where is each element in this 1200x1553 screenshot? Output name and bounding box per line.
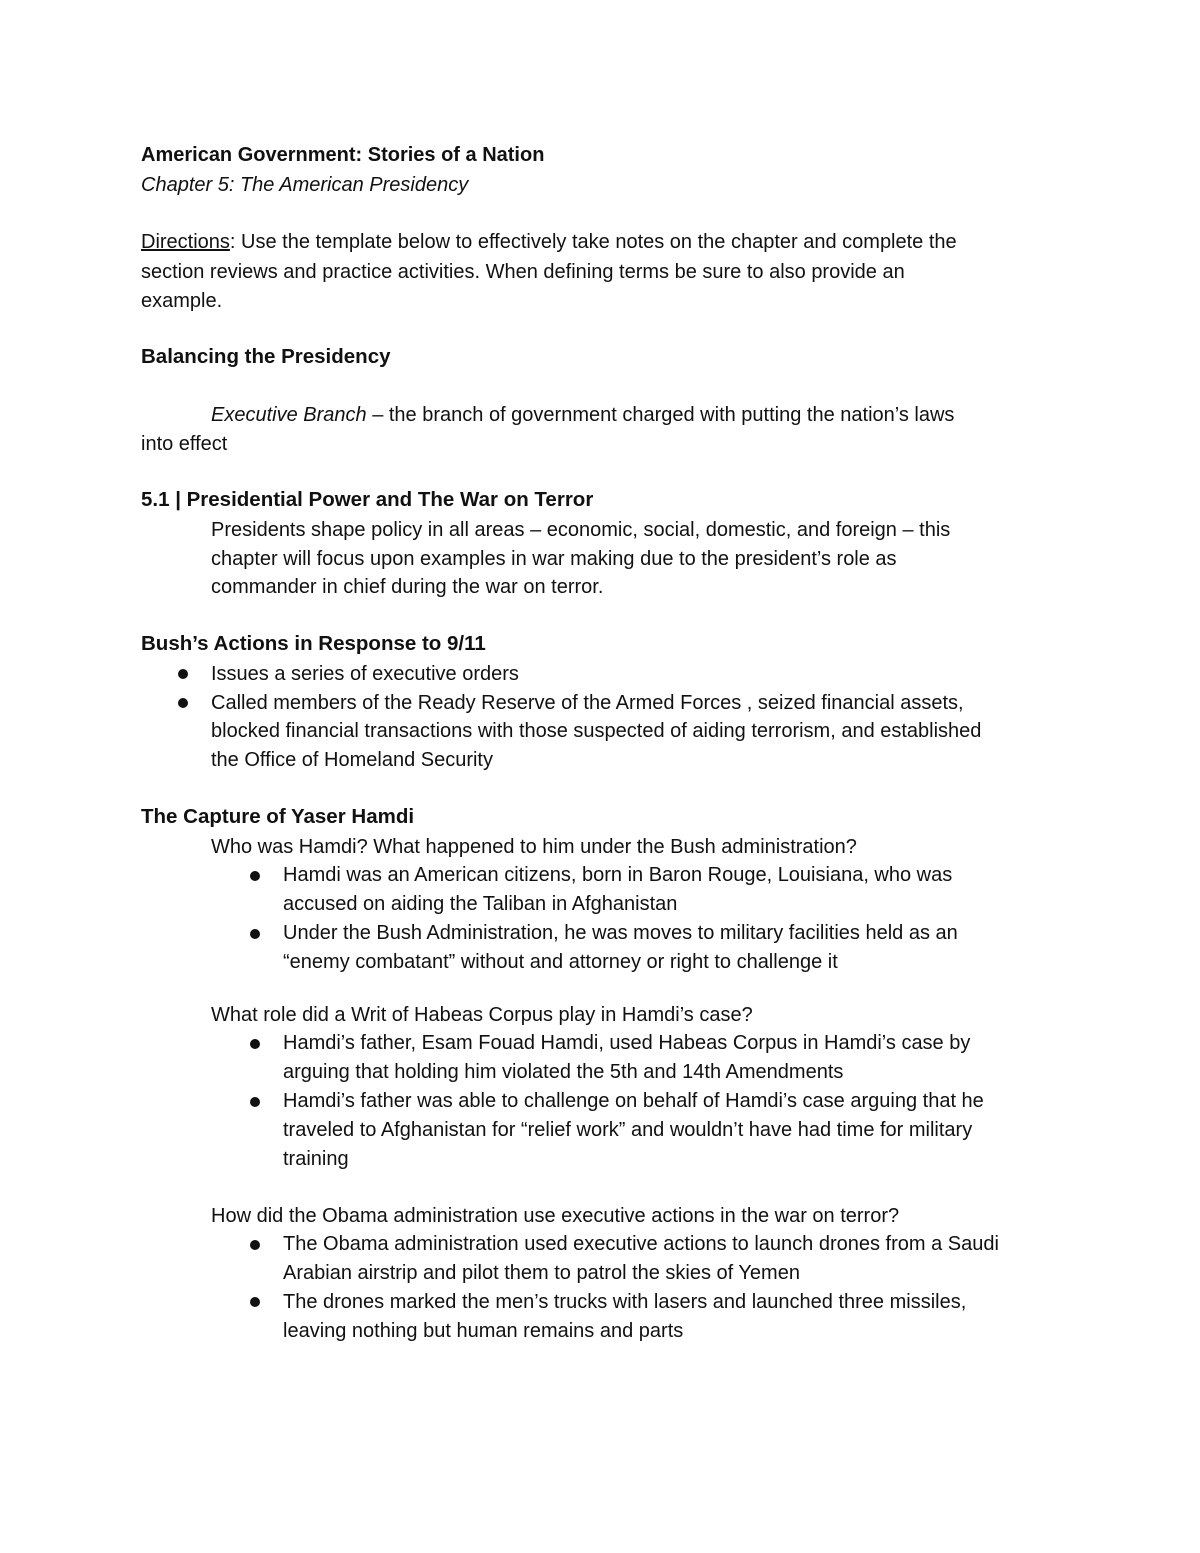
heading-hamdi: The Capture of Yaser Hamdi (141, 805, 415, 828)
directions-line-2: section reviews and practice activities. When defining terms be sure to also provide an (141, 261, 905, 283)
hamdi-q2-bullet-1-line-2: arguing that holding him violated the 5th and 14th Amendments (283, 1061, 844, 1083)
bullet-icon (250, 1297, 260, 1307)
document-title: American Government: Stories of a Nation (141, 144, 545, 166)
bush-bullet-2-line-2: blocked financial transactions with those suspected of aiding terrorism, and established (211, 720, 982, 742)
directions-text-1: Use the template below to effectively take notes on the chapter and complete the (235, 231, 957, 253)
hamdi-q1-bullet-2-line-2: “enemy combatant” without and attorney or right to challenge it (283, 951, 838, 973)
executive-branch-line-2: into effect (141, 433, 228, 455)
bullet-icon (250, 1039, 260, 1049)
section-5-1-line-2: chapter will focus upon examples in war making due to the president’s role as (211, 548, 897, 570)
hamdi-q2-bullet-2-line-3: training (283, 1148, 349, 1170)
directions-colon: : (229, 231, 236, 253)
executive-branch-term: Executive Branch (211, 404, 367, 426)
heading-bush-actions: Bush’s Actions in Response to 9/11 (141, 632, 486, 655)
heading-balancing: Balancing the Presidency (141, 345, 391, 368)
bullet-icon (250, 1240, 260, 1250)
bullet-icon (178, 698, 188, 708)
directions-line-3: example. (141, 290, 223, 312)
section-5-1-line-3: commander in chief during the war on terror. (211, 576, 604, 598)
executive-branch-line-1 (211, 401, 954, 429)
hamdi-q2-bullet-1-line-1: Hamdi’s father, Esam Fouad Hamdi, used Habeas Corpus in Hamdi’s case by (283, 1032, 971, 1054)
hamdi-q2-bullet-2-line-2: traveled to Afghanistan for “relief work” and wouldn’t have had time for military (283, 1119, 973, 1141)
executive-branch-definition-1: – the branch of government charged with putting the nation’s laws (366, 404, 955, 426)
bush-bullet-1-line-1: Issues a series of executive orders (211, 663, 519, 685)
hamdi-q3-bullet-1-line-2: Arabian airstrip and pilot them to patrol the skies of Yemen (283, 1262, 800, 1284)
heading-section-5-1: 5.1 | Presidential Power and The War on Terror (141, 488, 594, 511)
bush-bullet-2-line-1: Called members of the Ready Reserve of the Armed Forces , seized financial assets, (211, 692, 964, 714)
bush-bullet-2-line-3: the Office of Homeland Security (211, 749, 493, 771)
bullet-icon (250, 1097, 260, 1107)
hamdi-q1-bullet-2-line-1: Under the Bush Administration, he was moves to military facilities held as an (283, 922, 958, 944)
bullet-icon (250, 871, 260, 881)
directions-label: Directions (141, 231, 230, 253)
hamdi-question-2: What role did a Writ of Habeas Corpus play in Hamdi’s case? (211, 1004, 753, 1026)
hamdi-q1-bullet-1-line-2: accused on aiding the Taliban in Afghanistan (283, 893, 678, 915)
directions-line-1 (141, 228, 957, 256)
hamdi-question-3: How did the Obama administration use executive actions in the war on terror? (211, 1205, 900, 1227)
hamdi-question-1: Who was Hamdi? What happened to him under the Bush administration? (211, 836, 857, 858)
bullet-icon (178, 669, 188, 679)
hamdi-q3-bullet-2-line-2: leaving nothing but human remains and parts (283, 1320, 684, 1342)
hamdi-q2-bullet-2-line-1: Hamdi’s father was able to challenge on behalf of Hamdi’s case arguing that he (283, 1090, 984, 1112)
hamdi-q1-bullet-1-line-1: Hamdi was an American citizens, born in Baron Rouge, Louisiana, who was (283, 864, 953, 886)
bullet-icon (250, 929, 260, 939)
document-subtitle: Chapter 5: The American Presidency (141, 174, 469, 196)
hamdi-q3-bullet-1-line-1: The Obama administration used executive actions to launch drones from a Saudi (283, 1233, 999, 1255)
hamdi-q3-bullet-2-line-1: The drones marked the men’s trucks with lasers and launched three missiles, (283, 1291, 967, 1313)
section-5-1-line-1: Presidents shape policy in all areas – economic, social, domestic, and foreign – this (211, 519, 951, 541)
